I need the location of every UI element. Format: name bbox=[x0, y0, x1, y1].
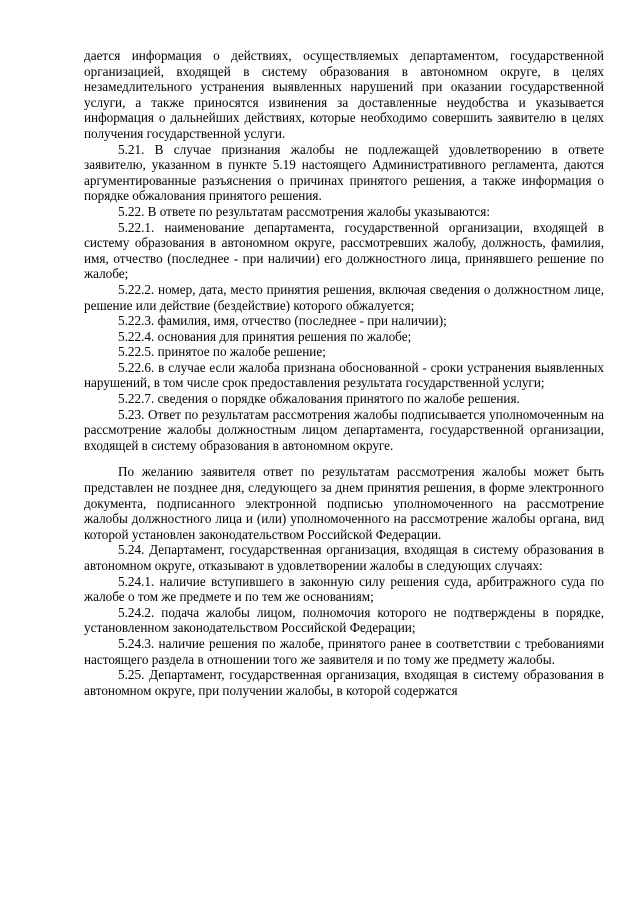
paragraph-5-24: 5.24. Департамент, государственная организация, входящая в систему образования в автономном округе, отказывают в удовлетворении жалобы в следующих случаях: bbox=[84, 542, 604, 573]
paragraph-continuation: дается информация о действиях, осуществляемых департаментом, государственной организацией, входящей в систему образования в автономном округе, в целях незамедлительного устранения выявленных нарушений при оказании государственной услуги, а также приносятся извинения за доставленные неудобства и указывается информация о дальнейших действиях, которые необходимо совершить заявителю в целях получения государственной услуги. bbox=[84, 48, 604, 141]
paragraph-5-22-1: 5.22.1. наименование департамента, государственной организации, входящей в систему образования в автономном округе, рассмотревших жалобу, должность, фамилия, имя, отчество (последнее - при наличии) его должностного лица, принявшего решение по жалобе; bbox=[84, 219, 604, 282]
paragraph-5-22-6: 5.22.6. в случае если жалоба признана обоснованной - сроки устранения выявленных нарушений, в том числе срок предоставления результата государственной услуги; bbox=[84, 359, 604, 391]
paragraph-5-22-4: 5.22.4. основания для принятия решения по жалобе; bbox=[118, 328, 412, 344]
document-page bbox=[84, 48, 604, 698]
paragraph-electronic-response: По желанию заявителя ответ по результатам рассмотрения жалобы может быть представлен не позднее дня, следующего за днем принятия решения, в форме электронного документа, подписанного электронной подписью уполномоченного на рассмотрение жалобы должностного лица и (или) уполномоченного на рассмотрение жалобы органа, вид которой установлен законодательством Российской Федерации. bbox=[84, 464, 604, 542]
paragraph-5-22-2: 5.22.2. номер, дата, место принятия решения, включая сведения о должностном лице, решение или действие (бездействие) которого обжалуется; bbox=[84, 281, 604, 313]
paragraph-5-24-2: 5.24.2. подача жалобы лицом, полномочия которого не подтверждены в порядке, установленном законодательством Российской Федерации; bbox=[84, 604, 604, 636]
paragraph-5-23: 5.23. Ответ по результатам рассмотрения жалобы подписывается уполномоченным на рассмотрение жалобы должностным лицом департамента, государственной организации, входящей в систему образования в автономном округе. bbox=[84, 406, 604, 453]
paragraph-5-22-7: 5.22.7. сведения о порядке обжалования принятого по жалобе решения. bbox=[118, 391, 520, 407]
paragraph-5-22-5: 5.22.5. принятое по жалобе решение; bbox=[118, 344, 326, 360]
paragraph-5-24-1: 5.24.1. наличие вступившего в законную силу решения суда, арбитражного суда по жалобе о том же предмете и по тем же основаниям; bbox=[84, 573, 604, 605]
paragraph-5-25: 5.25. Департамент, государственная организация, входящая в систему образования в автономном округе, при получении жалобы, в которой содержатся bbox=[84, 667, 604, 698]
paragraph-5-21: 5.21. В случае признания жалобы не подлежащей удовлетворению в ответе заявителю, указанном в пункте 5.19 настоящего Административного регламента, даются аргументированные разъяснения о причинах принятого решения, а также информация о порядке обжалования принятого решения. bbox=[84, 141, 604, 204]
paragraph-5-22: 5.22. В ответе по результатам рассмотрения жалобы указываются: bbox=[118, 203, 491, 219]
paragraph-5-22-3: 5.22.3. фамилия, имя, отчество (последнее - при наличии); bbox=[118, 313, 447, 329]
paragraph-5-24-3: 5.24.3. наличие решения по жалобе, принятого ранее в соответствии с требованиями настоящего раздела в отношении того же заявителя и по тому же предмету жалобы. bbox=[84, 635, 604, 667]
